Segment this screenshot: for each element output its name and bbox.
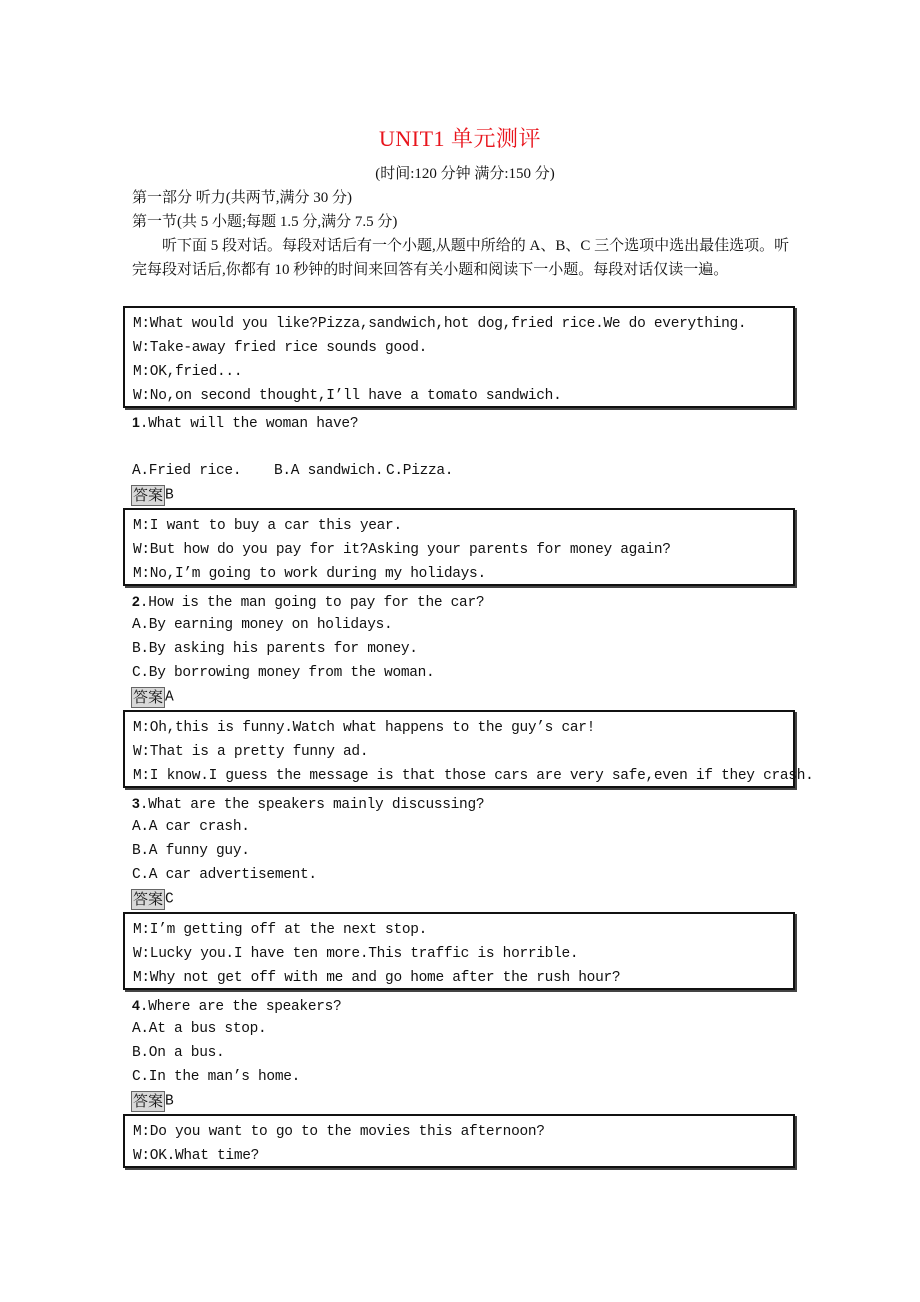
question-text: .Where are the speakers? [139, 999, 342, 1015]
options-1 [132, 458, 453, 482]
page-title: UNIT1 单元测评 [378, 126, 542, 151]
dialogue-line: W:Take-away fried rice sounds good. [133, 340, 428, 356]
dialogue-box-5 [123, 1114, 795, 1168]
answer-4 [131, 1090, 174, 1112]
dialogue-line: M:I want to buy a car this year. [133, 518, 402, 534]
answer-value: C [165, 891, 174, 908]
dialogue-line: M:Why not get off with me and go home after the rush hour? [133, 970, 621, 986]
question-3 [132, 791, 484, 815]
option-a: A.At a bus stop. [132, 1021, 267, 1037]
dialogue-box-2 [123, 508, 795, 586]
question-text: .What are the speakers mainly discussing? [139, 797, 485, 813]
answer-badge[interactable]: 答案 [133, 1091, 164, 1110]
option-b: B.On a bus. [132, 1045, 225, 1061]
answer-1 [131, 484, 174, 506]
answer-badge[interactable]: 答案 [133, 687, 164, 706]
option-b: B.A funny guy. [132, 843, 250, 859]
section-heading: 第一节(共 5 小题;每题 1.5 分,满分 7.5 分) [132, 214, 398, 230]
dialogue-line: M:OK,fried... [133, 364, 243, 380]
question-1 [132, 410, 358, 434]
answer-3 [131, 888, 174, 910]
answer-value: B [165, 1093, 174, 1110]
dialogue-line: W:Lucky you.I have ten more.This traffic is horrible. [133, 946, 579, 962]
option-a: A.A car crash. [132, 819, 250, 835]
instructions: 听下面 5 段对话。每段对话后有一个小题,从题中所给的 A、B、C 三个选项中选出最佳选项。听完每段对话后,你都有 10 秒钟的时间来回答有关小题和阅读下一小题。每段对话仅读一遍。 [132, 238, 790, 278]
option-c: C.In the man’s home. [132, 1069, 301, 1085]
dialogue-line: M:No,I’m going to work during my holidays. [133, 566, 486, 582]
option-c: C.Pizza. [386, 463, 454, 479]
answer-2 [131, 686, 174, 708]
dialogue-line: W:That is a pretty funny ad. [133, 744, 369, 760]
dialogue-line: W:No,on second thought,I’ll have a tomato sandwich. [133, 388, 562, 404]
question-number: 4 [132, 997, 140, 1013]
answer-badge[interactable]: 答案 [133, 889, 164, 908]
answer-value: B [165, 487, 174, 504]
option-a: A.Fried rice. [132, 463, 242, 479]
dialogue-box-1 [123, 306, 795, 408]
dialogue-line: M:I know.I guess the message is that those cars are very safe,even if they crash. [133, 768, 814, 784]
part-heading: 第一部分 听力(共两节,满分 30 分) [132, 190, 352, 206]
option-c: C.By borrowing money from the woman. [132, 665, 435, 681]
option-c: C.A car advertisement. [132, 867, 317, 883]
question-number: 2 [132, 593, 140, 609]
dialogue-line: M:What would you like?Pizza,sandwich,hot dog,fried rice.We do everything. [133, 316, 747, 332]
dialogue-box-3 [123, 710, 814, 788]
option-b: B.A sandwich. [274, 463, 384, 479]
dialogue-line: M:I’m getting off at the next stop. [133, 922, 428, 938]
answer-badge[interactable]: 答案 [133, 485, 164, 504]
question-4 [132, 993, 341, 1017]
question-2 [132, 589, 484, 613]
answer-value: A [165, 689, 174, 706]
dialogue-line: W:OK.What time? [133, 1148, 260, 1164]
question-number: 1 [132, 414, 140, 430]
question-text: .What will the woman have? [139, 416, 359, 432]
exam-time-score: (时间:120 分钟 满分:150 分) [375, 166, 555, 182]
question-number: 3 [132, 795, 140, 811]
question-text: .How is the man going to pay for the car? [139, 595, 485, 611]
option-b: B.By asking his parents for money. [132, 641, 418, 657]
dialogue-line: M:Oh,this is funny.Watch what happens to the guy’s car! [133, 720, 596, 736]
dialogue-line: W:But how do you pay for it?Asking your parents for money again? [133, 542, 671, 558]
dialogue-line: M:Do you want to go to the movies this afternoon? [133, 1124, 545, 1140]
dialogue-box-4 [123, 912, 795, 990]
option-a: A.By earning money on holidays. [132, 617, 393, 633]
